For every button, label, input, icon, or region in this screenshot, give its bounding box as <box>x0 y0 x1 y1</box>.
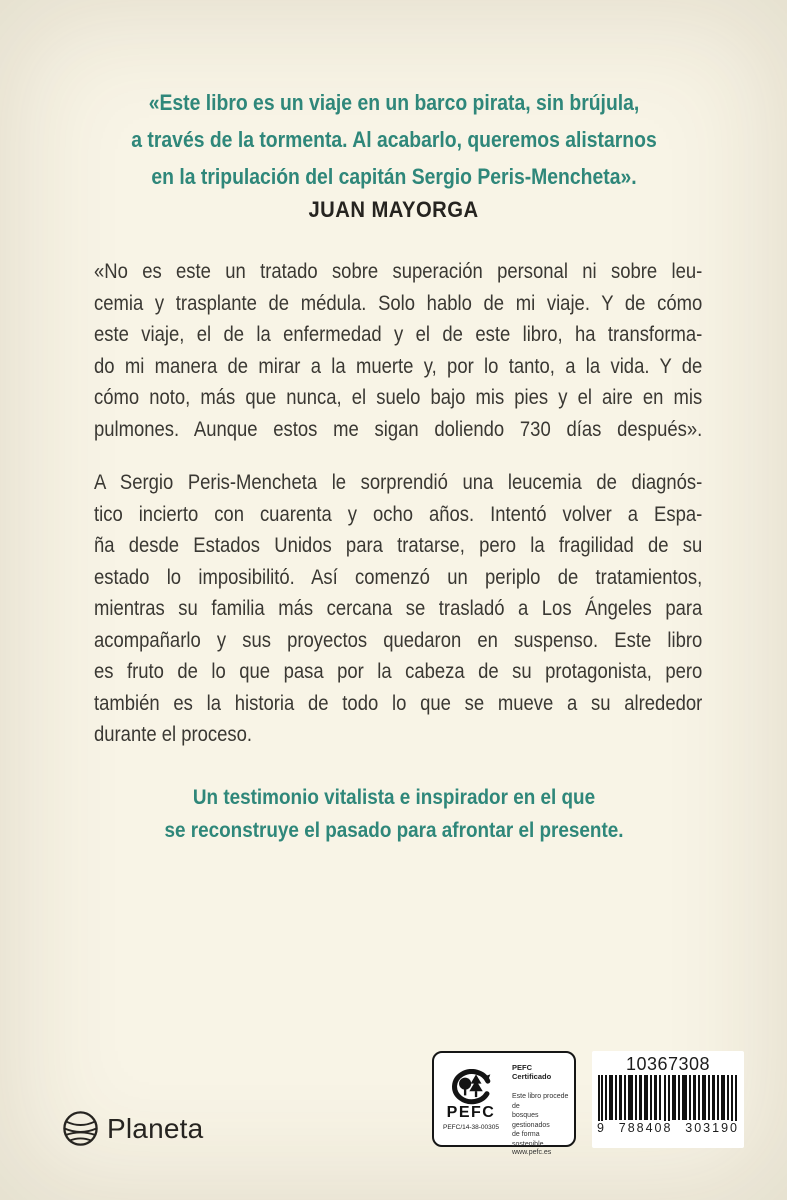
synopsis-paragraph-1 <box>94 256 702 445</box>
closing-line: se reconstruye el pasado para afrontar el presente. <box>163 819 624 842</box>
pefc-wordmark: PEFC <box>446 1103 496 1121</box>
barcode-top-number: 10367308 <box>625 1054 711 1074</box>
text-line: estado lo imposibilitó. Así comenzó un periplo de tratamientos, <box>94 565 703 589</box>
text-line: mientras su familia más cercana se trasladó a Los Ángeles para <box>94 597 703 620</box>
text-line: también es la historia de todo lo que se mueve a su alrededor <box>94 691 703 715</box>
closing-line: Un testimonio vitalista e inspirador en el que <box>192 786 595 809</box>
pefc-description-line: Este libro procede de <box>512 1093 569 1110</box>
pefc-description <box>512 1092 570 1149</box>
pefc-url: www.pefc.es <box>512 1149 552 1156</box>
barcode-ean-number <box>595 1121 741 1135</box>
barcode-box <box>592 1051 744 1148</box>
endorsement-quote <box>54 84 734 195</box>
text-line: es fruto de lo que pasa por la cabeza de su protagonista, pero <box>94 660 703 683</box>
pefc-description-line: de forma sostenible <box>512 1131 544 1148</box>
publisher-name: Planeta <box>107 1112 204 1144</box>
pefc-title: PEFC Certificado <box>512 1063 552 1081</box>
ean-digit-group: 303190 <box>685 1121 739 1135</box>
pefc-logo-column <box>434 1053 503 1145</box>
text-line: do mi manera de mirar a la muerte y, por lo tanto, a la vida. Y de <box>94 354 703 378</box>
text-line: pulmones. Aunque estos me sigan doliendo 730 días después». <box>94 417 703 441</box>
synopsis-paragraph-2 <box>94 467 702 751</box>
pefc-trees-icon <box>450 1069 492 1105</box>
pefc-license-code: PEFC/14-38-00305 <box>442 1123 499 1131</box>
text-line: tico incierto con cuarenta y ocho años. Intentó volver a Espa- <box>94 502 703 526</box>
text-line: «No es este un tratado sobre superación personal ni sobre leu- <box>94 260 703 283</box>
quote-author: JUAN MAYORGA <box>308 197 479 222</box>
pefc-text-column <box>503 1053 574 1156</box>
text-line: cemia y trasplante de médula. Solo hablo de mi viaje. Y de cómo <box>94 291 703 315</box>
ean-digit-group: 788408 <box>618 1121 673 1135</box>
text-line: este viaje, el de la enfermedad y el de este libro, ha transforma- <box>94 323 703 346</box>
text-line: ña desde Estados Unidos para tratarse, pero la fragilidad de su <box>94 534 703 557</box>
globe-icon <box>62 1110 99 1147</box>
quote-line: «Este libro es un viaje en un barco pirata, sin brújula, <box>148 90 639 115</box>
ean-digit-group: 9 <box>597 1121 606 1135</box>
quote-line: en la tripulación del capitán Sergio Peris-Mencheta». <box>150 164 637 189</box>
text-line: cómo noto, más que nunca, el suelo bajo mis pies y el aire en mis <box>94 386 703 409</box>
quote-line: a través de la tormenta. Al acabarlo, queremos alistarnos <box>130 127 657 152</box>
text-line: A Sergio Peris-Mencheta le sorprendió una leucemia de diagnós- <box>94 471 703 494</box>
text-line: durante el proceso. <box>94 723 253 746</box>
publisher-logo <box>62 1110 203 1147</box>
closing-statement <box>54 781 734 847</box>
pefc-description-line: bosques gestionados <box>512 1112 550 1129</box>
pefc-certification-box <box>432 1051 576 1156</box>
text-line: acompañarlo y sus proyectos quedaron en suspenso. Este libro <box>94 628 703 652</box>
